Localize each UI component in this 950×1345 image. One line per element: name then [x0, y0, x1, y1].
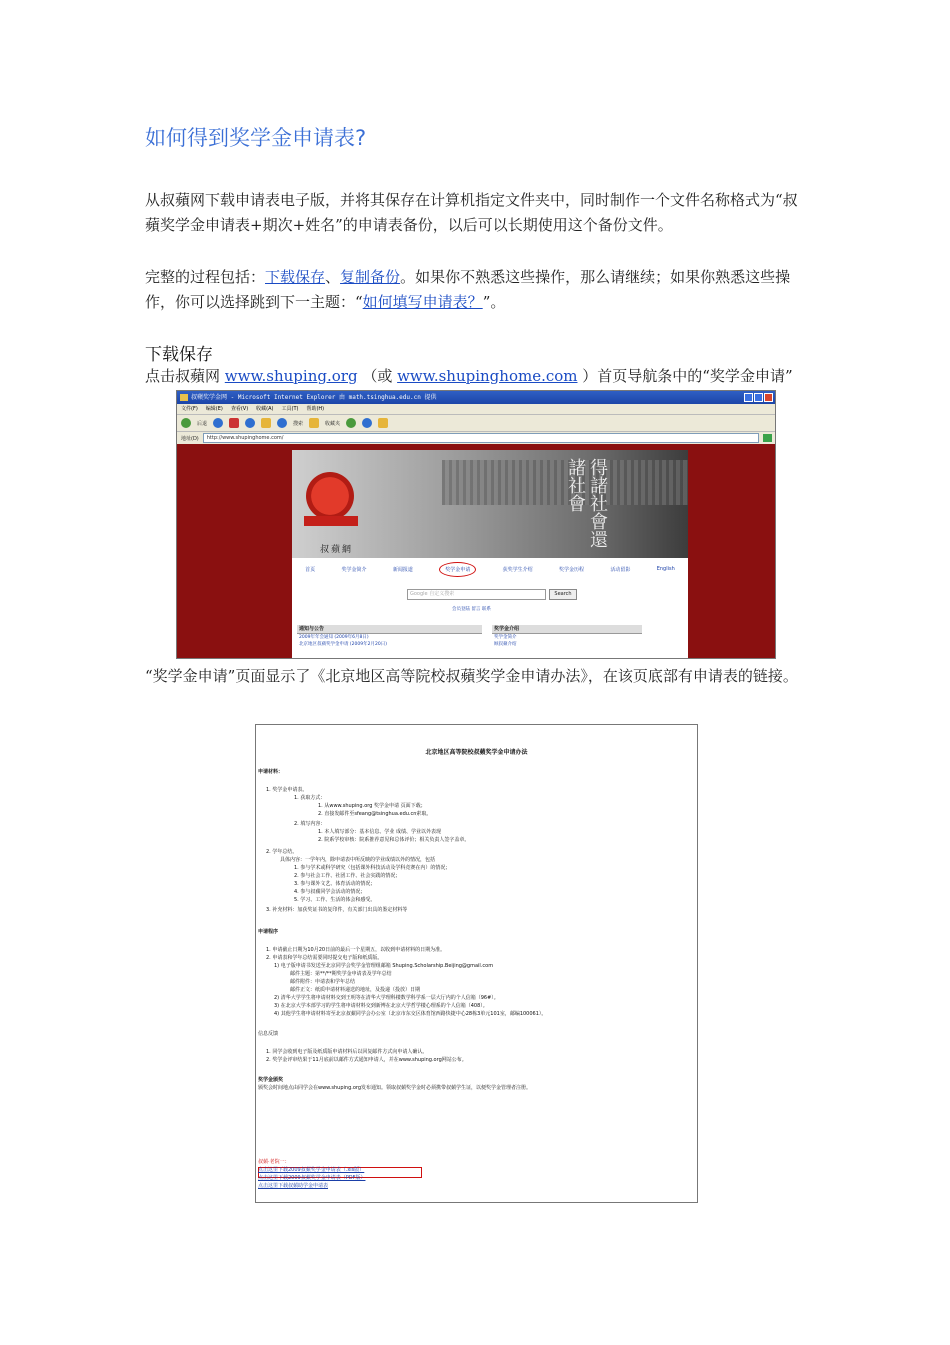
- menu-edit[interactable]: 编辑(E): [205, 406, 223, 412]
- doc-line: 信息反馈: [258, 1031, 279, 1037]
- doc-line: 1. 获取方式：: [294, 795, 326, 801]
- doc-line: 1) 电子版申请书发送至北京同学会奖学金管理组邮箱 Shuping.Scholarship.Beijing@gmail.com: [274, 963, 494, 969]
- calligraphy-motto: 得諸社會還諸社會: [565, 458, 608, 548]
- nav-intro[interactable]: 奖学金简介: [341, 566, 367, 573]
- menu-view[interactable]: 查看(V): [230, 406, 249, 412]
- apply-page-paragraph: “奖学金申请”页面显示了《北京地区高等院校叔蘋奖学金申请办法》，在该页底部有申请表的链接。: [145, 667, 798, 685]
- maximize-icon[interactable]: [754, 393, 763, 402]
- doc-line: 2) 清华大学学生将申请材料交到王明等在清华大学理科楼数学科学系一层大厅内的个人信箱（96#）。: [274, 995, 499, 1001]
- intro-paragraph: 从叔蘋网下载申请表电子版，并将其保存在计算机指定文件夹中，同时制作一个文件名称格式为“叔蘋奖学金申请表+期次+姓名”的申请表备份，以后可以长期使用这个备份文件。: [145, 191, 798, 234]
- menu-tools[interactable]: 工具(T): [281, 406, 299, 412]
- nav-students[interactable]: 获奖学生介绍: [502, 566, 533, 573]
- doc-line: 3. 补充材料：加获奖证书的复印件，有关部门出具的鉴定材料等: [266, 907, 408, 913]
- doc-line: 具体内容：一学年内，除申请表中所反映的学业成绩以外的情况，包括: [280, 857, 436, 863]
- doc-line: 1. 申请截止日期为10月20日前的最后一个星期五，以收到申请材料的日期为准。: [266, 947, 446, 953]
- doc-line: 1. 本人填写部分：基本信息、学业 成绩、学业以外表现: [318, 829, 441, 835]
- notice-item[interactable]: 2009年年会通知 (2009年6月8日): [299, 635, 369, 640]
- doc-line: 邮件附件：申请表和学年总结: [290, 979, 356, 985]
- doc-line: 3) 在北京大学本部学习的学生将申请材料交到新博在北京大学哲学楼心理系的个人信箱（408）。: [274, 1003, 488, 1009]
- favorites-label[interactable]: 收藏夹: [325, 420, 341, 427]
- stop-icon[interactable]: [229, 418, 239, 428]
- page-heading: 如何得到奖学金申请表?: [145, 126, 367, 150]
- print-icon[interactable]: [378, 418, 388, 428]
- search-label[interactable]: 搜索: [293, 420, 304, 427]
- doc-line: 申请材料：: [258, 769, 284, 775]
- doc-line: 2. 学年总结。: [266, 849, 298, 855]
- back-label[interactable]: 后退: [197, 420, 208, 427]
- doc-line: 1. 同学会收到电子版及纸质版申请材料后以回复邮件方式向申请人确认。: [266, 1049, 428, 1055]
- favorites-icon[interactable]: [309, 418, 319, 428]
- doc-line: 奖学金颁奖: [258, 1077, 284, 1083]
- intro-item[interactable]: 奖学金简介: [494, 635, 517, 640]
- intro-panel-title: 奖学金介绍: [492, 625, 642, 634]
- doc-line: 2. 直接发邮件至sfeang@tsinghua.edu.cn索取。: [318, 811, 432, 817]
- minimize-icon[interactable]: [744, 393, 753, 402]
- nav-photos[interactable]: 活动留影: [610, 566, 631, 573]
- doc-line: 5. 学习、工作、生活的体会和感受。: [294, 897, 376, 903]
- site-banner: [292, 450, 688, 558]
- address-input[interactable]: http://www.shupinghome.com/: [203, 433, 759, 443]
- search-icon[interactable]: [277, 418, 287, 428]
- doc-line: 2. 参与社会工作、社团工作、社会实践的情况；: [294, 873, 401, 879]
- site-search-input[interactable]: Google 自定义搜索: [407, 589, 546, 600]
- notice-panel-title: 通知与公告: [297, 625, 482, 634]
- nav-home[interactable]: 首页: [305, 566, 316, 573]
- menu-help[interactable]: 帮助(H): [306, 406, 325, 412]
- doc-line: 2. 申请表和学年总结需要同时提交电子版和纸质版。: [266, 955, 383, 961]
- nav-history[interactable]: 奖学金历程: [558, 566, 584, 573]
- mail-icon[interactable]: [362, 418, 372, 428]
- doc-line: 2. 院系学校审核：院系推荐意见和总体评价；相关负责人签字盖章。: [318, 837, 470, 843]
- close-icon[interactable]: [764, 393, 773, 402]
- browser-screenshot: [176, 390, 776, 659]
- nav-english[interactable]: English: [656, 566, 675, 572]
- navigate-middle: （或: [357, 367, 398, 385]
- doc-line: 4) 其他学生将申请材料寄至北京叔蘋同学会办公室（北京市东交区体育馆西路快捷中心28栋3单元101室，邮编100061）。: [274, 1011, 547, 1017]
- process-sep: 、: [325, 268, 341, 286]
- how-to-fill-link[interactable]: 如何填写申请表？: [362, 293, 483, 311]
- navigate-suffix: ）首页导航条中的“奖学金申请”: [577, 367, 793, 385]
- download-link[interactable]: 点击这里下载2009叔蘋奖学金申请表（PDF版）: [258, 1175, 366, 1181]
- go-icon[interactable]: [763, 434, 772, 442]
- doc-line: 1. 奖学金申请表。: [266, 787, 308, 793]
- doc-title: 北京地区高等院校叔蘋奖学金申请办法: [425, 749, 528, 756]
- notice-item[interactable]: 北京地区叔蘋奖学金申请 (2009年2月20日): [299, 642, 387, 647]
- copy-backup-link[interactable]: 复制备份: [340, 268, 401, 286]
- window-buttons: [744, 393, 773, 402]
- doc-line: 4. 参与叔蘋同学会活动的情况；: [294, 889, 366, 895]
- doc-line: 叔蘋·老院一：: [258, 1159, 290, 1165]
- browser-menubar: [177, 404, 775, 415]
- menu-file[interactable]: 文件(F): [181, 406, 198, 412]
- browser-titlebar: [177, 391, 775, 404]
- intro-panel: [492, 625, 642, 658]
- address-label: 地址(D): [181, 435, 199, 442]
- shupinghome-link[interactable]: www.shupinghome.com: [397, 367, 578, 385]
- application-rules-screenshot: [255, 724, 698, 1203]
- process-prefix: 完整的过程包括：: [145, 268, 266, 286]
- ie-icon: [180, 394, 188, 401]
- process-paragraph: [145, 265, 810, 315]
- shuping-org-link[interactable]: www.shuping.org: [224, 367, 358, 385]
- emblem-icon: [306, 472, 354, 520]
- nav-apply[interactable]: 奖学金申请: [439, 562, 476, 577]
- browser-viewport: [177, 444, 775, 658]
- process-suffix: ”。: [482, 293, 506, 311]
- site-nav: [292, 562, 688, 576]
- menu-favorites[interactable]: 收藏(A): [256, 406, 274, 412]
- doc-line: 1. 参与学术或科学研究（包括课外科技活动及学科竞赛在内）的情况；: [294, 865, 451, 871]
- doc-line: 3. 参与课外文艺、体育活动的情况；: [294, 881, 376, 887]
- doc-line: 邮件主题：第**/**期奖学金申请表及学年总结: [290, 971, 392, 977]
- doc-line: 邮件正文：纸质申请材料递送的地址，及投递（投放）日期: [290, 987, 421, 993]
- site-small-links[interactable]: 会员登陆 留言 联系: [452, 607, 491, 612]
- history-icon[interactable]: [346, 418, 356, 428]
- forward-icon[interactable]: [213, 418, 223, 428]
- doc-line: 2. 奖学金评审结果于11月底前以邮件方式通知申请人，并在www.shuping.org网站公布。: [266, 1057, 467, 1063]
- doc-line: 申请程序: [258, 929, 279, 935]
- doc-line: 1. 从www.shuping.org 奖学金申请 页面下载；: [318, 803, 426, 809]
- process-middle: 。如果你不熟悉这些操作，那么请继续；如果你熟悉这些操作，你可以选择跳到下一主题：“: [145, 268, 791, 311]
- doc-line: 颁奖会时间地点由同学会在www.shuping.org发布通知。领取叔蘋奖学金时必须携带叔蘋学生证，以便奖学金管理者注册。: [258, 1085, 532, 1091]
- shuping-site: [292, 450, 688, 658]
- refresh-icon[interactable]: [245, 418, 255, 428]
- navigate-prefix: 点击叔蘋网: [145, 367, 225, 385]
- site-logo-text: 叔蘋網: [320, 545, 354, 555]
- browser-toolbar: [177, 415, 775, 432]
- site-search: [407, 589, 577, 600]
- browser-title: 叔蘋奖学金网 - Microsoft Internet Explorer 由 math.tsinghua.edu.cn 提供: [191, 394, 437, 401]
- download-link[interactable]: 点击这里下载2009叔蘋奖学金申请表（.xls版）: [258, 1167, 365, 1173]
- home-icon[interactable]: [261, 418, 271, 428]
- notice-panel: [297, 625, 482, 658]
- site-search-button[interactable]: Search: [549, 589, 577, 600]
- emblem-ribbon-icon: [304, 516, 358, 526]
- download-save-link[interactable]: 下载保存: [265, 268, 326, 286]
- back-icon[interactable]: [181, 418, 191, 428]
- doc-line: 2. 填写内容：: [294, 821, 326, 827]
- download-link[interactable]: 点击这里下载叔蘋助学金申请表: [258, 1183, 329, 1189]
- nav-news[interactable]: 新闻报道: [392, 566, 413, 573]
- section-title-download: 下载保存: [145, 345, 213, 365]
- navigate-paragraph: [145, 364, 810, 389]
- intro-item[interactable]: 顾叔蘋介绍: [494, 642, 517, 647]
